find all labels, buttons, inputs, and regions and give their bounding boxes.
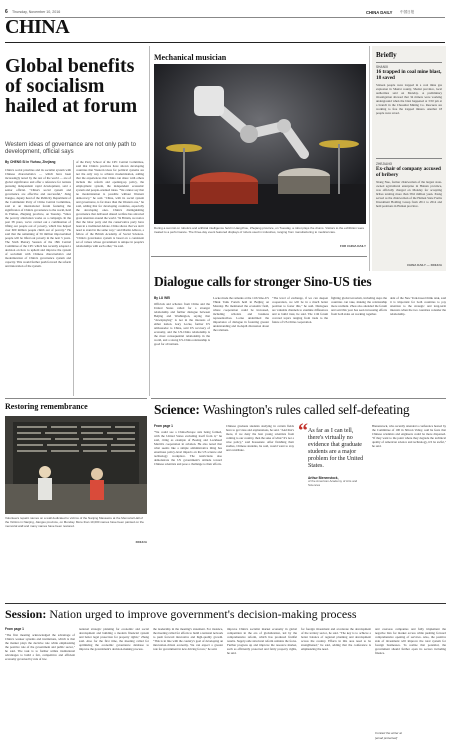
briefly-divider — [369, 46, 370, 271]
science-column-2: Chinese graduate students studying in certain fields have to get visas and explanations, he said. "And that's more, if we deny the best young scientists from coming to our country, then the sake of what? It's not a wise policy," said Kassenetz. After finishing their studies, Chinese students, he said, would want to stay and contribute. — [226, 424, 294, 452]
restoring-credit: XINHUA — [135, 540, 147, 544]
page-number: 6 — [5, 9, 8, 15]
page-date: Thursday, November 10, 2016 — [12, 10, 61, 14]
dialogue-column-5: dent of the New York-based think tank, said it is important for both countries to pay attention to the strategic and long-term interests when the two countries consider the relationship. — [390, 296, 446, 316]
brief-1-place: SHANXI — [376, 65, 389, 69]
mechanical-caption: During a summit on robotics and artificial intelligence held in Hangzhou, Zhejiang province, on Tuesday, a robot plays the drums. Visitors to the exhibition were treated to a performance. The three-day event featured displays of robots used in industries, ranging from manufacturing to medical care. — [154, 226, 365, 234]
robot-drummer-illustration — [154, 64, 366, 224]
lead-deck: Western ideas of governance are not only path to development, official says — [5, 142, 136, 156]
dialogue-byline: By LU WEI — [154, 296, 171, 300]
science-headline-text: Washington's rules called self-defeating — [202, 402, 410, 417]
lead-column-1: China's social priorities and its socialist system with Chinese characteristics — which have been increasingly noted by the rest of the world — are of global significance and offer a reference for nations pursuing independent rapid development, said a senior official. "China's social system and governance are effective and successful," Jiang Jianguo, deputy head of the Publicity Department of the Communist Party of China Central Committee, said at an international forum featuring the significance of China's governance to the world, held in Yiuhou, Zhejiang province, on Tuesday. "Since the poverty alleviation works as a campaign. In the past 38 years, we've carried out a combination of lifting our people out of poverty, which has helped over 600 million people climb out of poverty." He said that the remaining of 56 million impoverished people will be lifted out poverty in the next 5 years. The Sixth Plenary Session of the 18th Central Committee of the CPC which has recently adopted a decision on how to uphold and improve the system of socialism with Chinese characteristics and modernization of China's governance system and capacity. This would further push forward the reform and innovation of the system. — [5, 168, 71, 268]
session-top-rule — [5, 603, 446, 604]
session-column-4: improve China's socialist market economy in global competition in the era of globalization, led by the comprehensive reform, which has produced fruitful results. Supply-side structural reform remains the focus. Further progress up and improve the resource market, such as efficiently protected and fairly property rights, he said. — [227, 627, 297, 655]
robot-drummer-photo — [154, 64, 366, 224]
session-section-label: Session: — [5, 607, 47, 621]
brief-2-credit: CHINA DAILY — XINHUA — [406, 263, 442, 267]
quote-name: Arthur Bienenstock, — [308, 476, 339, 480]
briefly-title: Briefly — [376, 51, 397, 59]
session-contact-email: [email protected] — [375, 736, 398, 740]
brief-2-body: Xiang Nuo, former chairwoman of the largest state-owned agricultural enterprise in Hainan province, was officially charged on Monday for accepting bribes totaling more than 58.6 million yuan. Xiang served as the chairwoman of the Hainan State Farms Investment Holding Group from 2011 to 2014 and held positions in Hainan province. — [376, 180, 442, 208]
mechanical-credit: FOR CHINA DAILY — [339, 244, 366, 248]
quote-text: As far as I can tell, there's virtually no evidence that graduate students are a major problem for the United States. — [308, 428, 364, 469]
dialogue-column-4: fighting global terrorism, including steps the countries can take, making the relationship more resilient. Zhou also attended the forum and said this year has seen increasing efforts from both sides on working together. — [331, 296, 387, 316]
session-from-page: From page 1 — [5, 627, 24, 631]
brief-separator — [376, 158, 442, 159]
session-contact-label: Contact the writer at — [375, 731, 402, 735]
restoring-caption: Volunteers repaint names on a wall dedicated to victims of the Nanjing Massacre at the Memorial Hall of the Victims in Nanjing, Jiangsu province, on Monday. More than 10,000 names have been painted on the memorial wall and many names have been restored. — [5, 516, 144, 528]
header-rule — [5, 17, 445, 18]
session-column-5: for foreign investment and accelerate the development of the tertiary sector, he said. "The key is to achieve a better balance of regional planning and development across the country. Efforts in this area need to be strengthened," he said, adding that the conference is emphasizing the need. — [301, 627, 371, 651]
science-column-4: Bienenstock, who recently attended a conference hosted by the Committee of 100 in Silicon Valley, said he fears that Chinese scientists and engineers could be more dispersed. "If they went to the point where they degrade the technical quality of American science and technology, it'd be awful," he said. — [372, 424, 446, 448]
science-pull-quote — [298, 420, 368, 600]
dialogue-top-rule — [151, 256, 367, 257]
lead-byline: By CHENG SI in Yiuhou, Zhejiang — [5, 160, 56, 164]
session-column-3: the leadership in the meeting's statement. For instance, the meeting called for efforts to build a national network to push forward innovative and high-quality growth. "This is in line with the country's goal of developing an innovation-driven economy. We can expect a greater role for government in new driving forces," he said. — [153, 627, 223, 651]
science-from-page: From page 1 — [154, 424, 173, 428]
session-headline-text: Nation urged to improve government's decision-making process — [49, 607, 357, 621]
brief-2-place: ZHEJIANG — [376, 162, 393, 166]
science-section-label: Science: — [154, 402, 200, 417]
session-column-1: "The first meeting acknowledged the advantage of China's weaker systems and institutions, which is that the market plays the decisive role while emphasizing the positive role of the government and public sector," he said. The task is to further utilize institutional advantages to build a fair, competitive and efficient economy governed by rule of law. — [5, 633, 75, 661]
brand-name: CHINA DAILY — [366, 9, 393, 15]
memorial-wall-photo — [5, 416, 147, 514]
memorial-wall-illustration — [5, 416, 147, 514]
restoring-title: Restoring remembrance — [5, 402, 88, 411]
dialogue-column-1: Officials and scholars from China and the United States called for a stronger relationship and further dialogue between Beijing and Washington, saying that "downplaying" is not in the interests of either nation. Gary Locke, former US ambassador to China, said US recovery of economy, and the US-China relationship is the most consequential relationship in the world, and a strong US-China relationship is good for all nations. — [154, 302, 210, 346]
dialogue-headline: Dialogue calls for stronger Sino-US ties — [154, 274, 372, 289]
section-rule — [5, 42, 445, 43]
quote-role: of the American Academy of Arts and Sciences — [308, 479, 358, 487]
science-top-rule — [151, 398, 446, 399]
column-divider — [73, 160, 74, 396]
session-column-6: and overseas companies and fully implement the negative lists for market access while pushing forward comprehensive opening of services. Also, the positive side of investment will improve the total system for foreign businesses. To realize that potential, the government should further open its sectors including finance. — [375, 627, 446, 655]
brand-chinese: 中国日报 — [400, 10, 415, 14]
briefly-rule — [376, 62, 442, 63]
science-headline — [154, 402, 446, 418]
science-column-1: "We could see a China-Europe axis being formed, with the United States excluding itself from it," he said, citing as example of Boeing and Lockheed Martin's cooperation in aviation. He also noted that what seems like a simple administrative thing has enormous policy-level impacts on the US science and technology workplace. The restrictions also demonstrate the US government's attitude toward Chinese scientists and pose a challenge to their efforts. — [154, 430, 222, 466]
lead-right-divider — [149, 46, 150, 396]
session-headline — [5, 607, 446, 622]
restoring-top-rule — [5, 398, 147, 399]
dialogue-column-3: "The level of exchange, if we can deepen cooperation, we will be in a much better position to foster this," he said. Dialogues are valuable channels to examine differences and to build trust, he said. The 11th forum covered topics ranging from trade to the future of US-China cooperation. — [272, 296, 328, 324]
section-title: CHINA — [5, 16, 70, 38]
session-column-2: national strategic planning for economic and social development and building a modern financial system and better legal protection for property rights," Zhang said. Also for the first time, the meeting called for optimizing the economic governance database to improve the government's decision-making process. — [79, 627, 149, 651]
brief-1-headline: 16 trapped in coal mine blast, 18 saved — [376, 69, 442, 81]
brief-1-body: Sixteen people were trapped in a coal mine gas explosion in Shanxi county, Shanxi province, local authorities said on Monday. A preliminary investigation showed that 34 miners were working underground when the blast happened at 3:50 pm at a branch in the Chaoshui Mining Co. Rescuers are working to free the trapped miners. Another 18 people were saved. — [376, 83, 442, 115]
quote-mark-icon: “ — [298, 420, 308, 442]
brief-2-headline: Ex-chair of company accused of bribery — [376, 166, 441, 178]
lead-column-2: of the Party School of the CPC Central Committee, said that China's practices have shown developing countries that Western ideas for political systems are not the only way to achieve modernization, adding that the experiences that China can share with others include the reform and opening-up policy, the employment system, the independent economic system and people-oriented ideas. "We cannot say that no modernization is possible without Western democracy," he said. "China, with its social system and governance, is far more than the Western one," he said, adding that for developing countries, especially the developing ones. China's distinguishing governance that delivered shared welfare has attracted great attention around the world. "In Britain, we notice that the labor party and the conservative party have been in a traditional debate. China shows that we don't need to stand in the same way," said Martin Albrow, a fellow of the British Academy of Social Sciences. "China's governance system is based on a consistent set of values whose government is unique in people's relationships with each other," he said. — [76, 160, 144, 248]
lead-headline: Global benefits of socialism hailed at forum — [5, 55, 138, 117]
dialogue-column-2: Locke made the remarks at the 11th Sino-US Think Tank Forum held in Beijing on Monday. He mentioned the economic field, where cooperation could be increased, including scholars and business representatives. Locke underlined the importance of dialogue in fostering greater understanding and in-depth discussion about the relations. — [213, 296, 269, 332]
mechanical-title: Mechanical musician — [154, 53, 227, 62]
